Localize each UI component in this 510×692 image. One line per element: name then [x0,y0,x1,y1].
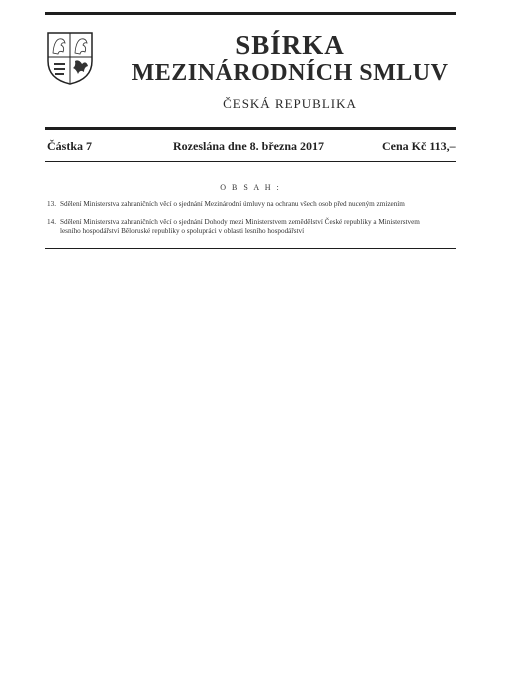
item-text-continuation: lesního hospodářství Běloruské republiky o spolupráci v oblasti lesního hospodářství [60,227,305,235]
top-rule [45,12,456,15]
item-number: 13. [47,200,56,208]
price: Cena Kč 113,– [382,139,456,153]
meta-rule [45,161,456,162]
contents-item [47,218,459,236]
contents-heading: O B S A H : [220,183,281,192]
item-number: 14. [47,218,56,226]
contents-rule [45,248,456,249]
item-text: Sdělení Ministerstva zahraničních věcí o sjednání Mezinárodní úmluvy na ochranu všech osob před nuceným zmizením [60,200,405,208]
czech-coat-of-arms-icon [46,31,94,85]
contents-item [47,200,459,209]
issue-number: Částka 7 [47,139,93,153]
release-date: Rozeslána dne 8. března 2017 [173,139,324,153]
collection-title: SBÍRKA [235,30,345,60]
country-subtitle: ČESKÁ REPUBLIKA [223,96,357,111]
header-rule [45,127,456,130]
item-text: Sdělení Ministerstva zahraničních věcí o sjednání Dohody mezi Ministerstvem zemědělství České republiky a Ministerstvem [60,218,420,226]
collection-title-line2: MEZINÁRODNÍCH SMLUV [131,60,449,86]
